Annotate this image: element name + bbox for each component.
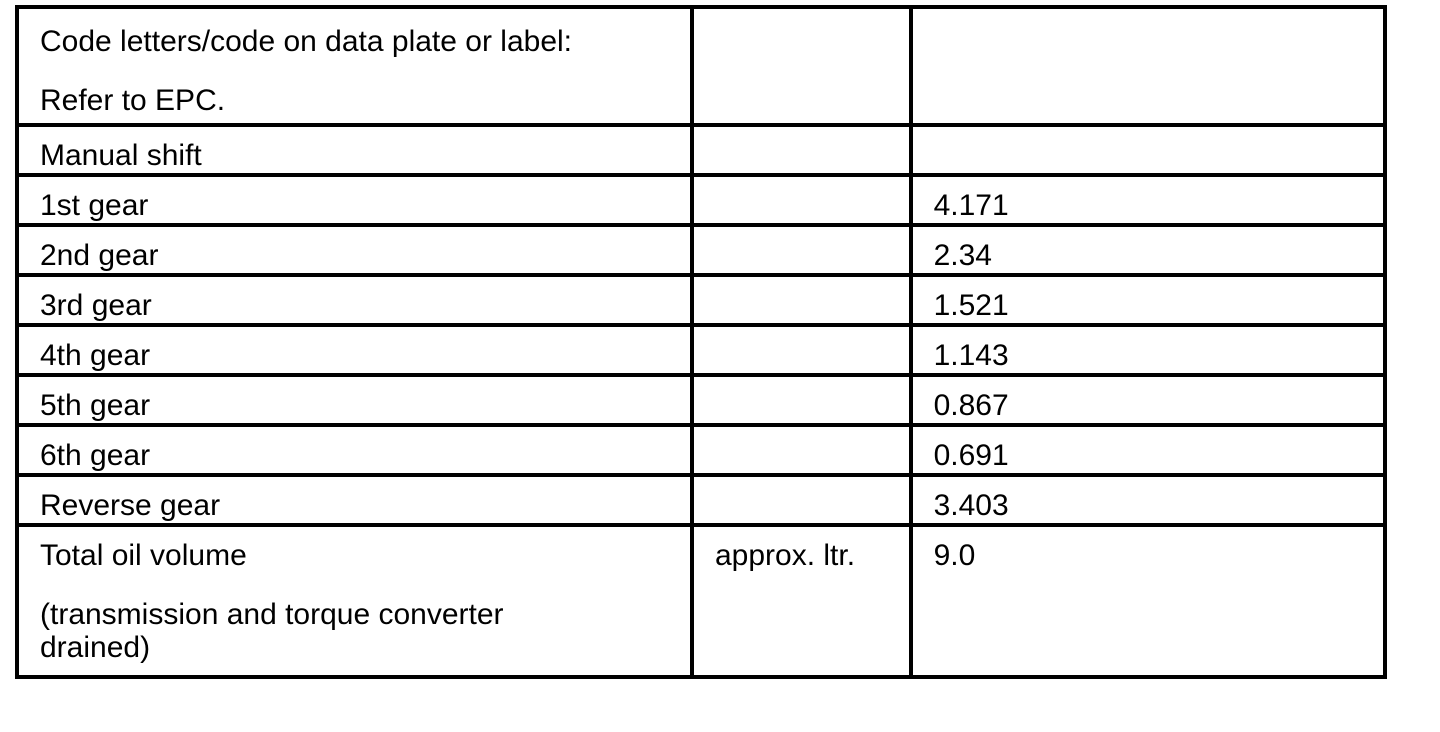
gear-label: 2nd gear xyxy=(40,239,159,272)
gear-value-cell xyxy=(911,175,1385,225)
table-row xyxy=(17,275,1385,325)
oil-volume-unit: approx. ltr. xyxy=(714,539,856,572)
code-letters-unit-cell xyxy=(692,7,911,125)
code-letters-cell xyxy=(17,7,692,125)
gear-unit-cell xyxy=(692,475,911,525)
code-letters-label: Code letters/code on data plate or label: xyxy=(40,25,573,58)
gear-value-cell xyxy=(911,475,1385,525)
manual-shift-row xyxy=(17,125,1385,175)
code-letters-value-cell xyxy=(911,7,1385,125)
refer-epc-label: Refer to EPC. xyxy=(40,84,226,117)
code-letters-row xyxy=(17,7,1385,125)
gear-label-cell xyxy=(17,475,692,525)
gear-label: 5th gear xyxy=(40,389,151,422)
oil-volume-label: Total oil volume xyxy=(40,539,247,572)
manual-shift-value-cell xyxy=(911,125,1385,175)
gear-ratio-table xyxy=(15,5,1387,679)
table-row xyxy=(17,325,1385,375)
manual-shift-unit-cell xyxy=(692,125,911,175)
table-row xyxy=(17,425,1385,475)
gear-value-cell xyxy=(911,225,1385,275)
gear-value-cell xyxy=(911,425,1385,475)
gear-label: 3rd gear xyxy=(40,289,152,322)
gear-label: 1st gear xyxy=(40,189,149,222)
gear-ratio-value: 0.867 xyxy=(933,389,1009,422)
gear-value-cell xyxy=(911,325,1385,375)
gear-unit-cell xyxy=(692,325,911,375)
gear-label-cell xyxy=(17,375,692,425)
oil-volume-row xyxy=(17,525,1385,677)
table-row xyxy=(17,175,1385,225)
gear-unit-cell xyxy=(692,275,911,325)
oil-volume-note: (transmission and torque converter drained) xyxy=(40,598,504,664)
gear-label: Reverse gear xyxy=(40,489,221,522)
manual-shift-cell xyxy=(17,125,692,175)
gear-ratio-value: 1.521 xyxy=(933,289,1009,322)
gear-unit-cell xyxy=(692,175,911,225)
gear-unit-cell xyxy=(692,375,911,425)
gear-value-cell xyxy=(911,275,1385,325)
gear-unit-cell xyxy=(692,225,911,275)
gear-ratio-value: 3.403 xyxy=(933,489,1009,522)
gear-ratio-value: 0.691 xyxy=(933,439,1009,472)
oil-volume-value-cell xyxy=(911,525,1385,677)
table-row xyxy=(17,375,1385,425)
oil-volume-label-cell xyxy=(17,525,692,677)
gear-label-cell xyxy=(17,225,692,275)
gear-ratio-value: 1.143 xyxy=(933,339,1009,372)
gear-unit-cell xyxy=(692,425,911,475)
gear-ratio-value: 2.34 xyxy=(933,239,992,272)
gear-ratio-value: 4.171 xyxy=(933,189,1009,222)
gear-label: 6th gear xyxy=(40,439,151,472)
gear-label: 4th gear xyxy=(40,339,151,372)
gear-label-cell xyxy=(17,325,692,375)
gear-value-cell xyxy=(911,375,1385,425)
table-row xyxy=(17,225,1385,275)
table-row xyxy=(17,475,1385,525)
manual-shift-label: Manual shift xyxy=(40,139,202,172)
gear-label-cell xyxy=(17,275,692,325)
gear-label-cell xyxy=(17,175,692,225)
gear-label-cell xyxy=(17,425,692,475)
oil-volume-value: 9.0 xyxy=(933,539,976,572)
oil-volume-unit-cell xyxy=(692,525,911,677)
